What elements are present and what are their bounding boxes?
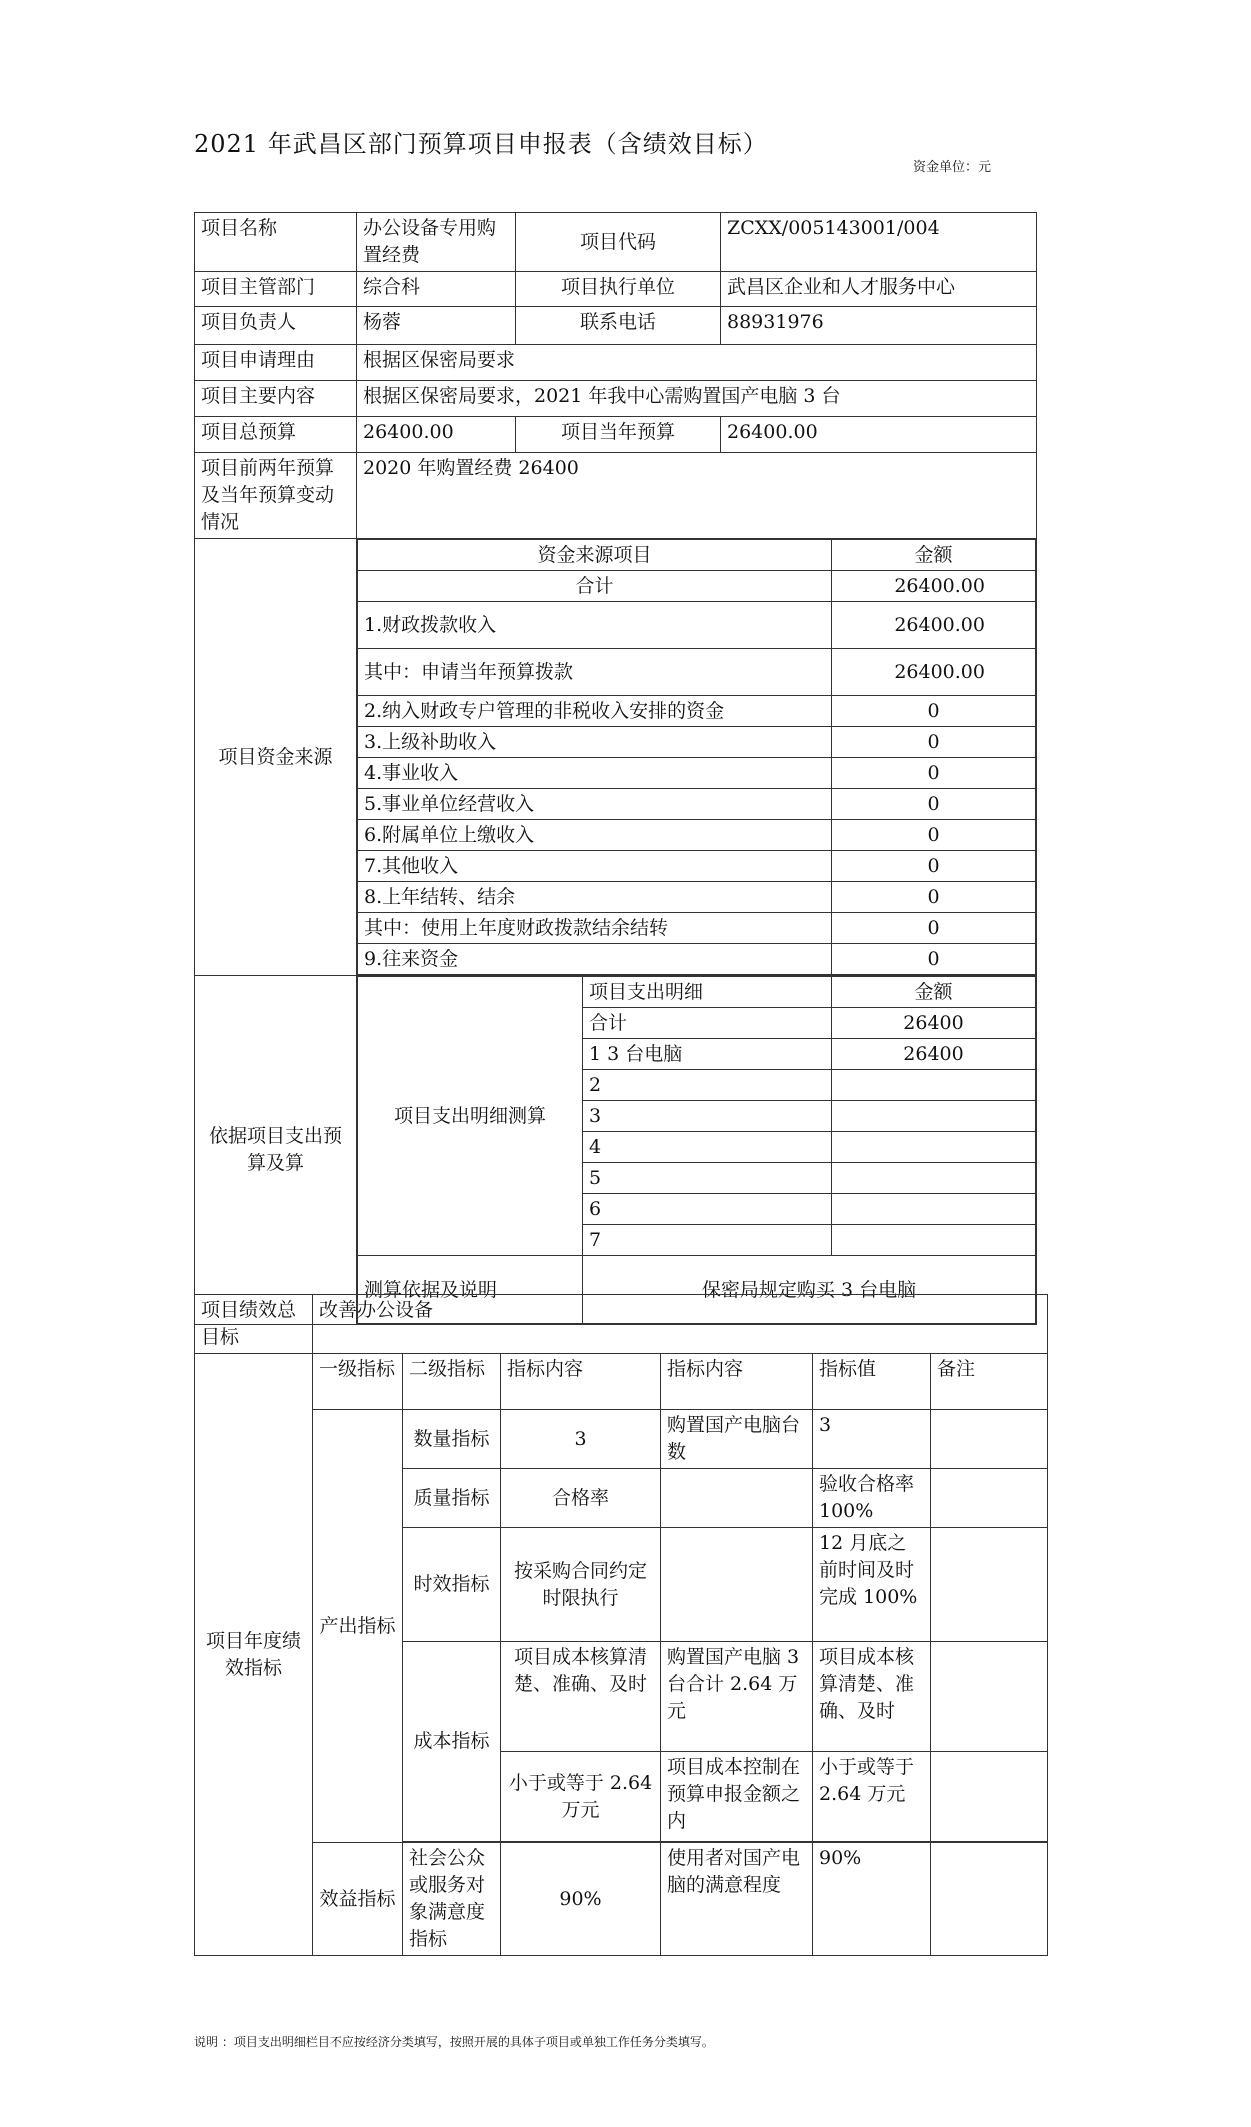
indicator-content: 合格率 (501, 1469, 661, 1528)
owner-value: 杨蓉 (357, 307, 516, 345)
funding-row-item: 1.财政拨款收入 (358, 602, 832, 649)
expense-row-amount: 26400 (832, 1008, 1036, 1039)
indicator-remark (931, 1752, 1048, 1842)
header-value: 指标值 (813, 1354, 931, 1410)
funding-row-item: 其中：申请当年预算拨款 (358, 649, 832, 696)
prev-budget-value: 2020 年购置经费 26400 (357, 453, 1037, 539)
exec-value: 武昌区企业和人才服务中心 (721, 272, 1037, 307)
indicator-content: 项目成本控制在预算申报金额之内 (661, 1752, 813, 1842)
expense-row-amount (832, 1101, 1036, 1132)
header-content-1: 指标内容 (501, 1354, 661, 1410)
expense-detail-label: 项目支出明细测算 (358, 977, 583, 1256)
expense-row-amount: 26400 (832, 1039, 1036, 1070)
expense-row-item: 5 (583, 1163, 832, 1194)
indicator-value: 项目成本核算清楚、准确、及时 (813, 1642, 931, 1752)
indicator-value: 90% (813, 1843, 931, 1956)
funding-row-amount: 0 (832, 851, 1036, 882)
funding-col-item: 资金来源项目 (358, 540, 832, 571)
quality-indicator: 质量指标 (403, 1469, 501, 1528)
funding-row-amount: 26400.00 (832, 571, 1036, 602)
total-value: 26400.00 (357, 417, 516, 453)
indicator-content: 小于或等于 2.64 万元 (501, 1752, 661, 1842)
indicator-content: 购置国产电脑台数 (661, 1410, 813, 1469)
indicator-content: 项目成本核算清楚、准确、及时 (501, 1642, 661, 1752)
output-indicator-label: 产出指标 (313, 1410, 403, 1843)
exec-label: 项目执行单位 (516, 272, 721, 307)
project-info-table (194, 212, 1037, 1325)
funding-row-item: 9.往来资金 (358, 944, 832, 975)
annual-indicators-label: 项目年度绩效指标 (195, 1354, 313, 1956)
name-value: 办公设备专用购置经费 (357, 213, 516, 272)
funding-row-amount: 0 (832, 789, 1036, 820)
content-value: 根据区保密局要求，2021 年我中心需购置国产电脑 3 台 (357, 381, 1037, 417)
header-level2: 二级指标 (403, 1354, 501, 1410)
expense-row-amount (832, 1225, 1036, 1256)
funding-row-amount: 0 (832, 758, 1036, 789)
content-label: 项目主要内容 (195, 381, 357, 417)
expense-row-item: 2 (583, 1070, 832, 1101)
funding-row-amount: 0 (832, 727, 1036, 758)
funding-row-amount: 0 (832, 944, 1036, 975)
indicator-remark (931, 1843, 1048, 1956)
goal-value: 改善办公设备 (313, 1295, 1048, 1354)
header-remark: 备注 (931, 1354, 1048, 1410)
funding-row-amount: 26400.00 (832, 602, 1036, 649)
reason-label: 项目申请理由 (195, 345, 357, 381)
header-level1: 一级指标 (313, 1354, 403, 1410)
indicator-remark (931, 1469, 1048, 1528)
phone-label: 联系电话 (516, 307, 721, 345)
time-indicator: 时效指标 (403, 1528, 501, 1642)
funding-row-item: 4.事业收入 (358, 758, 832, 789)
expense-row-item: 7 (583, 1225, 832, 1256)
funding-row-item: 5.事业单位经营收入 (358, 789, 832, 820)
dept-label: 项目主管部门 (195, 272, 357, 307)
indicator-content (661, 1528, 813, 1642)
expense-row-item: 4 (583, 1132, 832, 1163)
funding-row-item: 8.上年结转、结余 (358, 882, 832, 913)
indicator-value: 12 月底之前时间及时完成 100% (813, 1528, 931, 1642)
year-budget-value: 26400.00 (721, 417, 1037, 453)
funding-row-item: 3.上级补助收入 (358, 727, 832, 758)
funding-label: 项目资金来源 (195, 539, 357, 976)
code-label: 项目代码 (516, 213, 721, 272)
funding-row-item: 2.纳入财政专户管理的非税收入安排的资金 (358, 696, 832, 727)
indicator-remark (931, 1528, 1048, 1642)
indicator-remark (931, 1410, 1048, 1469)
indicator-content: 按采购合同约定时限执行 (501, 1528, 661, 1642)
expense-row-item: 3 (583, 1101, 832, 1132)
funding-row-amount: 0 (832, 696, 1036, 727)
prev-budget-label: 项目前两年预算及当年预算变动情况 (195, 453, 357, 539)
goal-label: 项目绩效总目标 (195, 1295, 313, 1354)
header-content-2: 指标内容 (661, 1354, 813, 1410)
funding-row-item: 7.其他收入 (358, 851, 832, 882)
page-title: 2021 年武昌区部门预算项目申报表（含绩效目标） (194, 130, 768, 158)
funding-row-amount: 0 (832, 913, 1036, 944)
expense-row-amount (832, 1132, 1036, 1163)
expense-col-item: 项目支出明细 (583, 977, 832, 1008)
total-label: 项目总预算 (195, 417, 357, 453)
funding-row-amount: 0 (832, 882, 1036, 913)
indicator-content (661, 1469, 813, 1528)
expense-row-item: 1 3 台电脑 (583, 1039, 832, 1070)
basis-label: 测算依据及说明 (358, 1256, 583, 1324)
qty-indicator: 数量指标 (403, 1410, 501, 1469)
expense-col-amount: 金额 (832, 977, 1036, 1008)
code-value: ZCXX/005143001/004 (721, 213, 1037, 272)
indicator-content: 购置国产电脑 3 台合计 2.64 万元 (661, 1642, 813, 1752)
funding-row-item: 合计 (358, 571, 832, 602)
dept-value: 综合科 (357, 272, 516, 307)
expense-cell (357, 976, 1037, 1325)
benefit-indicator-label: 效益指标 (313, 1843, 403, 1956)
funding-cell (357, 539, 1037, 976)
indicator-content: 3 (501, 1410, 661, 1469)
funding-row-amount: 26400.00 (832, 649, 1036, 696)
indicator-content: 90% (501, 1843, 661, 1956)
reason-value: 根据区保密局要求 (357, 345, 1037, 381)
funding-row-item: 其中：使用上年度财政拨款结余结转 (358, 913, 832, 944)
performance-table (194, 1294, 1048, 1956)
phone-value: 88931976 (721, 307, 1037, 345)
footnote: 说明 ：项目支出明细栏目不应按经济分类填写，按照开展的具体子项目或单独工作任务分类填写。 (194, 2035, 714, 2049)
expense-table (357, 976, 1036, 1324)
currency-unit: 资金单位：元 (913, 160, 992, 175)
funding-col-amount: 金额 (832, 540, 1036, 571)
owner-label: 项目负责人 (195, 307, 357, 345)
indicator-content: 使用者对国产电脑的满意程度 (661, 1843, 813, 1956)
indicator-value: 小于或等于 2.64 万元 (813, 1752, 931, 1842)
funding-row-amount: 0 (832, 820, 1036, 851)
social-indicator: 社会公众或服务对象满意度指标 (403, 1843, 501, 1956)
funding-row-item: 6.附属单位上缴收入 (358, 820, 832, 851)
year-budget-label: 项目当年预算 (516, 417, 721, 453)
indicator-value: 验收合格率 100% (813, 1469, 931, 1528)
expense-row-item: 合计 (583, 1008, 832, 1039)
expense-label: 依据项目支出预算及算 (195, 976, 357, 1325)
indicator-value: 3 (813, 1410, 931, 1469)
expense-row-amount (832, 1070, 1036, 1101)
name-label: 项目名称 (195, 213, 357, 272)
indicator-remark (931, 1642, 1048, 1752)
cost-indicator: 成本指标 (403, 1642, 501, 1842)
funding-table (357, 539, 1036, 975)
expense-row-amount (832, 1163, 1036, 1194)
expense-row-amount (832, 1194, 1036, 1225)
basis-value: 保密局规定购买 3 台电脑 (583, 1256, 1036, 1324)
expense-row-item: 6 (583, 1194, 832, 1225)
